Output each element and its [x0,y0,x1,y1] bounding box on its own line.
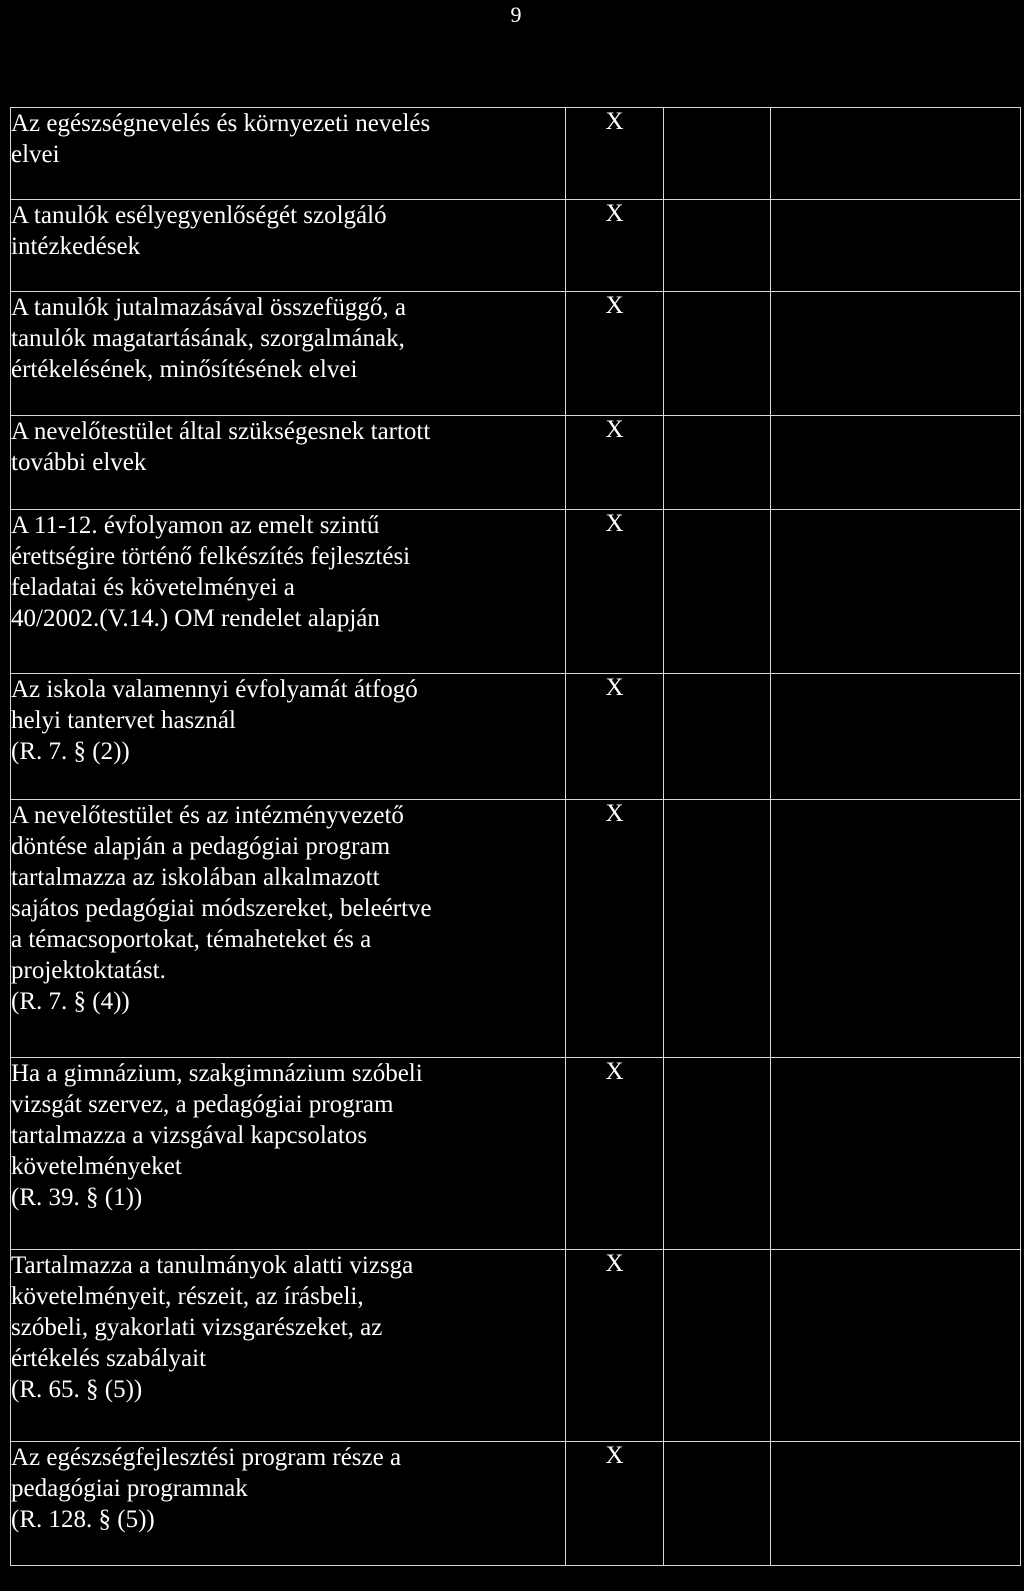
table-row [11,1058,1021,1250]
check-mark: X [566,292,664,416]
requirement-text: Az iskola valamennyi évfolyamát átfogó helyi tantervet használ (R. 7. § (2)) [11,674,566,800]
requirement-text: Az egészségnevelés és környezeti nevelés elvei [11,108,566,200]
empty-cell [664,108,771,200]
empty-cell [771,800,1021,1058]
check-mark: X [566,1442,664,1566]
check-mark: X [566,674,664,800]
table-row [11,510,1021,674]
empty-cell [664,416,771,510]
empty-cell [771,1250,1021,1442]
empty-cell [771,108,1021,200]
check-mark: X [566,200,664,292]
check-mark: X [566,510,664,674]
empty-cell [771,1058,1021,1250]
table-row [11,108,1021,200]
empty-cell [771,416,1021,510]
empty-cell [664,200,771,292]
table-row [11,1250,1021,1442]
empty-cell [771,200,1021,292]
table-row [11,200,1021,292]
empty-cell [664,674,771,800]
requirement-text: Tartalmazza a tanulmányok alatti vizsga követelményeit, részeit, az írásbeli, szóbeli, gyakorlati vizsgarészeket, az értékelés szabályait (R. 65. § (5)) [11,1250,566,1442]
requirement-text: Az egészségfejlesztési program része a pedagógiai programnak (R. 128. § (5)) [11,1442,566,1566]
requirement-text: A nevelőtestület által szükségesnek tartott további elvek [11,416,566,510]
table-row [11,674,1021,800]
check-mark: X [566,1250,664,1442]
empty-cell [771,674,1021,800]
empty-cell [664,1442,771,1566]
empty-cell [664,1250,771,1442]
requirement-text: A tanulók esélyegyenlőségét szolgáló intézkedések [11,200,566,292]
requirement-text: A 11-12. évfolyamon az emelt szintű érettségire történő felkészítés fejlesztési feladatai és követelményei a 40/2002.(V.14.) OM rendelet alapján [11,510,566,674]
check-mark: X [566,800,664,1058]
empty-cell [771,510,1021,674]
empty-cell [664,800,771,1058]
empty-cell [664,510,771,674]
table-row [11,1442,1021,1566]
check-mark: X [566,1058,664,1250]
empty-cell [771,1442,1021,1566]
table-row [11,416,1021,510]
requirement-text: Ha a gimnázium, szakgimnázium szóbeli vizsgát szervez, a pedagógiai program tartalmazza a vizsgával kapcsolatos követelményeket (R. 39. § (1)) [11,1058,566,1250]
requirement-text: A nevelőtestület és az intézményvezető döntése alapján a pedagógiai program tartalmazza az iskolában alkalmazott sajátos pedagógiai módszereket, beleértve a témacsoportokat, témaheteket és a projektoktatást. (R. 7. § (4)) [11,800,566,1058]
table-row [11,800,1021,1058]
check-mark: X [566,416,664,510]
page-number: 9 [510,2,522,27]
check-mark: X [566,108,664,200]
empty-cell [664,292,771,416]
empty-cell [771,292,1021,416]
requirements-table [10,107,1021,1566]
table-row [11,292,1021,416]
empty-cell [664,1058,771,1250]
requirement-text: A tanulók jutalmazásával összefüggő, a tanulók magatartásának, szorgalmának, értékelésének, minősítésének elvei [11,292,566,416]
